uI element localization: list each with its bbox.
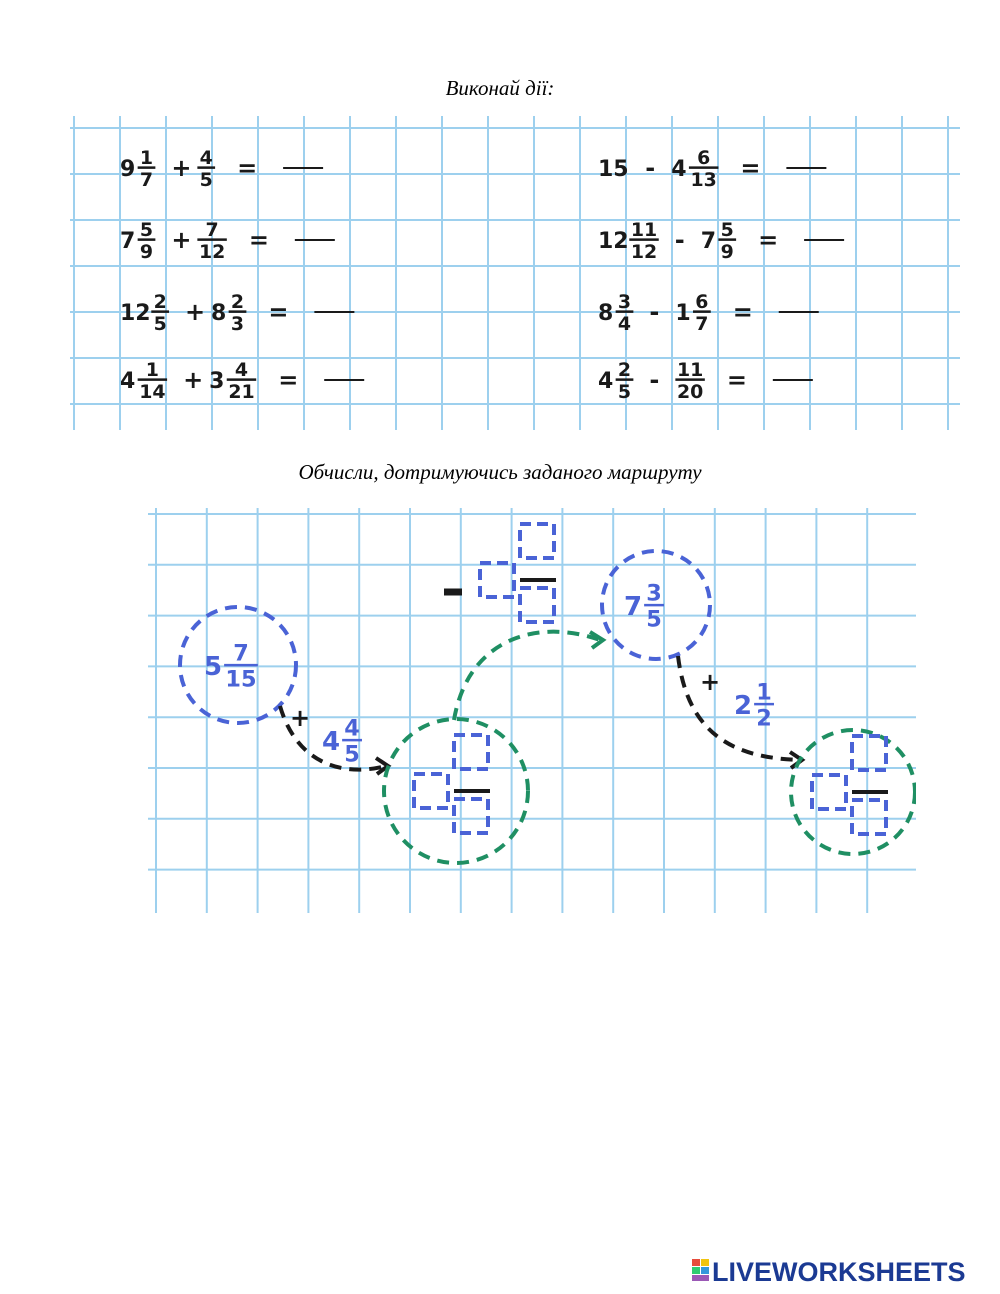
denominator: 2: [756, 705, 772, 732]
denominator: 14: [139, 380, 166, 403]
numerator: 2: [230, 290, 245, 313]
whole-part: 9: [120, 157, 136, 182]
denominator: 13: [690, 168, 717, 191]
exercise-grid: [70, 116, 960, 430]
exercise-row: [598, 219, 844, 263]
equals-sign: =: [740, 154, 761, 182]
operator-sign: +: [185, 298, 206, 326]
route-grid: [148, 508, 916, 913]
mixed-number: [197, 219, 226, 263]
mixed-number: [671, 147, 718, 191]
whole-part: 7: [700, 229, 717, 254]
answer-box: [480, 563, 514, 597]
numerator: 7: [233, 640, 249, 667]
numerator: 5: [139, 218, 154, 241]
equals-sign: =: [268, 298, 289, 326]
answer-box: [414, 774, 448, 808]
whole-part: 4: [120, 369, 136, 394]
mixed-number: [197, 147, 215, 191]
denominator: 12: [198, 240, 226, 263]
equals-sign: =: [278, 366, 299, 394]
route-diagram: [180, 524, 915, 863]
whole-part: 12: [598, 229, 629, 254]
numerator: 4: [344, 715, 360, 742]
operator-sign: +: [171, 154, 192, 182]
denominator: 9: [720, 240, 734, 263]
start-number: [204, 641, 258, 693]
answer-box: [852, 800, 886, 834]
mixed-number: [209, 359, 256, 403]
exercise-row: [598, 147, 826, 191]
numerator: 4: [199, 146, 213, 169]
exercise-row: [120, 359, 364, 403]
denominator: 21: [228, 380, 255, 403]
numerator: 6: [695, 290, 709, 313]
equals-sign: =: [248, 226, 269, 254]
denominator: 7: [139, 168, 154, 191]
mixed-number: [675, 359, 704, 403]
liveworksheets-logo[interactable]: [690, 1255, 990, 1285]
answer-box: [454, 735, 488, 769]
numerator: 11: [630, 218, 658, 241]
whole-part: 15: [598, 157, 629, 182]
numerator: 2: [617, 358, 632, 381]
denominator: 9: [139, 240, 154, 263]
mixed-number: [120, 147, 155, 191]
whole-part: 3: [209, 369, 225, 394]
numerator: 11: [676, 358, 704, 381]
whole-part: 8: [598, 301, 614, 326]
equals-sign: =: [726, 366, 747, 394]
numerator: 1: [145, 358, 159, 381]
exercise-row: [120, 291, 354, 335]
logo-badge-block: [692, 1275, 709, 1281]
whole-part: 4: [671, 157, 687, 182]
operator-sign: -: [645, 154, 656, 182]
whole-part: 7: [120, 229, 136, 254]
whole-part: 5: [204, 652, 223, 682]
logo-badge-block: [701, 1267, 709, 1274]
denominator: 4: [617, 312, 632, 335]
logo-badge-block: [692, 1267, 700, 1274]
numerator: 4: [234, 358, 249, 381]
mixed-number: [598, 219, 659, 263]
whole-part: 8: [211, 301, 227, 326]
mixed-answer-boxes: [480, 524, 556, 622]
numerator: 5: [720, 218, 734, 241]
operator-sign: -: [649, 366, 660, 394]
whole-part: 4: [598, 369, 614, 394]
mixed-number: [120, 359, 167, 403]
operator-sign: +: [183, 366, 204, 394]
whole-part: 4: [322, 727, 341, 757]
numerator: 1: [139, 146, 154, 169]
denominator: 3: [230, 312, 245, 335]
step3-number: [734, 680, 774, 732]
exercise-row: [598, 359, 813, 403]
operator-sign: +: [290, 704, 311, 732]
numerator: 3: [617, 290, 632, 313]
denominator: 5: [153, 312, 167, 335]
mixed-number: [120, 219, 155, 263]
step1-number: [322, 716, 362, 768]
numerator: 3: [646, 580, 662, 607]
answer-box: [520, 524, 554, 558]
operator-sign: -: [674, 226, 685, 254]
equals-sign: =: [758, 226, 779, 254]
task1-title: Виконай дії:: [445, 76, 555, 100]
denominator: 7: [695, 312, 709, 335]
operator-sign: -: [649, 298, 660, 326]
grid-lines: [148, 508, 916, 913]
mixed-number: [598, 359, 633, 403]
whole-part: 2: [734, 691, 753, 721]
whole-part: 7: [624, 592, 643, 622]
mixed-number: [598, 157, 629, 182]
exercise-row: [120, 219, 335, 263]
logo-badge-block: [692, 1259, 700, 1266]
logo-badge-block: [701, 1259, 709, 1266]
task2-title: Обчисли, дотримуючись заданого маршруту: [298, 460, 702, 484]
operator-sign: +: [171, 226, 192, 254]
equals-sign: =: [237, 154, 258, 182]
denominator: 5: [199, 168, 213, 191]
numerator: 2: [153, 290, 167, 313]
denominator: 15: [225, 666, 257, 693]
exercise-list: [120, 147, 844, 403]
denominator: 5: [344, 741, 360, 768]
denominator: 5: [646, 606, 662, 633]
whole-part: 1: [675, 301, 691, 326]
numerator: 1: [756, 679, 772, 706]
numerator: 7: [205, 218, 219, 241]
answer-box: [454, 799, 488, 833]
middle-number: [624, 581, 664, 633]
mixed-number: [120, 291, 169, 335]
answer-box: [852, 736, 886, 770]
equals-sign: =: [732, 298, 753, 326]
denominator: 5: [617, 380, 632, 403]
numerator: 6: [697, 146, 711, 169]
logo-text: LIVEWORKSHEETS: [712, 1257, 966, 1285]
denominator: 20: [676, 380, 704, 403]
answer-box: [520, 588, 554, 622]
route-arrow: [454, 632, 600, 720]
denominator: 12: [630, 240, 658, 263]
whole-part: 12: [120, 301, 151, 326]
exercise-row: [120, 147, 323, 191]
operator-sign: +: [700, 668, 721, 696]
